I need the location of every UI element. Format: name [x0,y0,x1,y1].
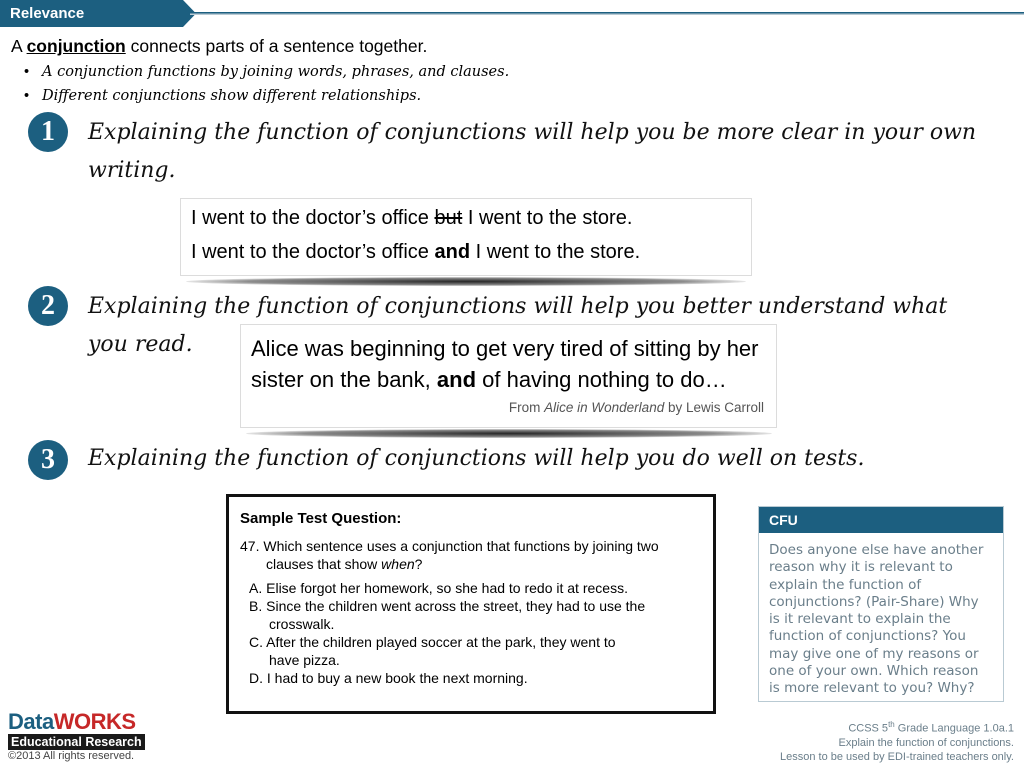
question-emphasis: when [381,556,415,572]
cfu-line: one of your own. Which reason [769,663,979,680]
example-text: I went to the store. [470,241,641,263]
logo-data: Data [8,709,54,734]
sample-test-box [226,494,716,714]
point-text-3: Explaining the function of conjunctions will help you do well on tests. [88,446,865,471]
cfu-line: conjunctions? (Pair-Share) Why [769,593,979,610]
quote-text [251,333,771,395]
cfu-line: is more relevant to you? Why? [769,680,975,697]
header-rule [190,12,1024,15]
answer-option-b: B. Since the children went across the street, they had to use the [249,598,646,614]
definition-bullets [24,60,509,108]
example-box-shadow [246,429,772,438]
example-text: I went to the doctor’s office [191,241,435,263]
cfu-box [758,506,1004,702]
bold-conjunction: and [434,241,471,263]
cfu-line: Does anyone else have another [769,542,984,558]
standard-code [780,718,1014,736]
header-bar [0,0,1024,28]
standard-info [780,718,1014,764]
cfu-line: explain the function of [769,576,922,593]
example-sentence-2 [191,241,640,264]
cfu-line: function of conjunctions? You [769,628,966,645]
answer-options [249,579,709,687]
point-text-2: Explaining the function of conjunctions will help you better understand what you read. [88,294,948,357]
cfu-line: reason why it is relevant to [769,559,953,576]
quote-part: of having nothing to do… [476,367,727,392]
question-part: ? [414,556,423,572]
cfu-line: may give one of my reasons or [769,645,979,662]
standard-objective: Explain the function of conjunctions. [838,736,1014,749]
quote-part: Alice was beginning to get very tired of sitting by her sister on the bank, [251,336,759,392]
point-number-2: 2 [28,286,68,326]
definition [11,36,427,57]
cfu-line: is it relevant to explain the [769,611,951,628]
answer-option-c-cont: have pizza. [269,652,340,668]
dataworks-logo [8,709,145,751]
example-box-2 [240,324,777,428]
example-text: I went to the store. [462,207,633,229]
logo-works: WORKS [53,709,136,734]
question-line [240,555,710,573]
source-prefix: From [508,400,545,415]
point-number-1: 1 [28,112,68,152]
example-box-1 [180,198,752,276]
example-box-shadow [186,277,746,286]
bullet-item: • A conjunction functions by joining words, phrases, and clauses. [24,60,509,84]
answer-option-d: D. I had to buy a new book the next morning. [249,670,528,686]
slide-title: Relevance [10,5,85,22]
point-text-1: Explaining the function of conjunctions will help you be more clear in your own writing. [88,120,977,183]
source-author: by Lewis Carroll [664,400,764,415]
test-title: Sample Test Question: [240,510,402,527]
bullet-item: • Different conjunctions show different relationships. [24,84,509,108]
definition-suffix: connects parts of a sentence together. [125,36,428,56]
quote-source [509,400,764,415]
standard-suffix: Grade Language 1.0a.1 [894,722,1014,735]
standard-prefix: CCSS 5 [848,722,889,735]
answer-option-c: C. After the children played soccer at the park, they went to [249,634,616,650]
question-line: 47. Which sentence uses a conjunction that functions by joining two [240,538,659,554]
logo-subtitle: Educational Research [8,734,145,750]
definition-term: conjunction [26,36,126,56]
cfu-text [759,533,1003,698]
bold-conjunction: and [436,367,477,392]
test-question [240,537,710,573]
copyright: ©2013 All rights reserved. [8,750,135,762]
example-sentence-1 [191,207,632,230]
cfu-title: CFU [759,507,1003,533]
question-part: clauses that show [266,556,382,572]
point-number-3: 3 [28,440,68,480]
answer-option-b-cont: crosswalk. [269,616,335,632]
example-text: I went to the doctor’s office [191,207,435,229]
standard-note: Lesson to be used by EDI-trained teachers only. [780,750,1014,763]
answer-option-a: A. Elise forgot her homework, so she had to redo it at recess. [249,580,628,596]
struck-conjunction: but [434,207,463,229]
definition-prefix: A [11,36,27,56]
standard-sup: th [888,720,895,729]
source-title: Alice in Wonderland [544,400,665,415]
